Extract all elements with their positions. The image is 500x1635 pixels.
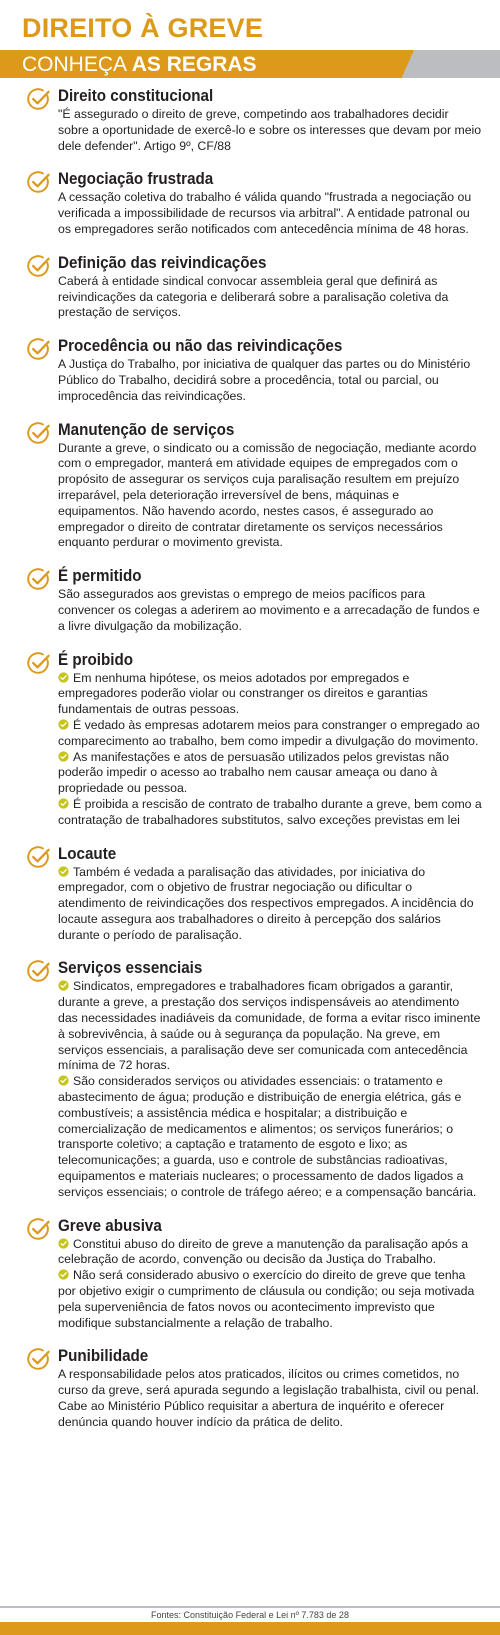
subtitle-bold: AS REGRAS [131,53,257,76]
section-text: Caberá à entidade sindical convocar assembleia geral que definirá as reivindicações da categoria e deliberará sobre a paralisação coletiva da prestação de serviços. [58,273,449,320]
bullet-text: São considerados serviços ou atividades essenciais: o tratamento e abastecimento de água; produção e distribuição de energia elétrica, gás e combustíveis; a assistência médica e hospitalar; a distribuição e comercialização de medicamentos e alimentos; os serviços funerários; o transporte coletivo; a captação e tratamento de esgoto e lixo; as telecomunicações; a guarda, uso e controle de substâncias radioativas, equipamentos e materiais nucleares; o processamento de dados ligados a serviços essenciais; o controle de tráfego aéreo; e a compensação bancária. [58,1074,477,1199]
bullet-item [58,671,482,718]
section-title: Manutenção de serviços [58,420,235,439]
check-dot-icon [58,1075,69,1086]
bullet-text: Constitui abuso do direito de greve a manutenção da paralisação após a celebração de acordo, convenção ou decisão da Justiça do Trabalho. [58,1236,469,1267]
section-title: Direito constitucional [58,87,214,105]
check-dot-icon [58,798,69,809]
section-title: Negociação frustrada [58,170,214,189]
check-circle-icon [26,567,51,592]
bullet-text: Também é vedada a paralisação das atividades, por iniciativa do empregador, com o objetivo de frustrar negociação ou dificultar o atendimento de reivindicações dos respectivos empregados. A incidência do locaute assegura aos trabalhadores o direito à percepção dos salários durante o período de paralisação. [58,864,474,942]
footer-divider [0,1606,500,1608]
bullet-text: Sindicatos, empregadores e trabalhadores ficam obrigados a garantir, durante a greve, a prestação dos serviços indispensáveis ao atendimento das necessidades inadiáveis da comunidade, de forma a evitar risco iminente à sobrevivência, à saúde ou à segurança da população. Na greve, em serviços essenciais, a paralisação deve ser comunicada com antecedência mínima de 72 horas. [58,979,481,1073]
section-text: São assegurados aos grevistas o emprego de meios pacíficos para convencer os colegas a aderirem ao movimento e a arrecadação de fundos e a livre divulgação da mobilização. [58,587,480,633]
bullet-item [58,979,482,1074]
section-title: É permitido [58,567,142,586]
bullet-list [58,979,482,1200]
check-circle-icon [26,651,51,676]
bullet-list [58,865,482,944]
bullet-text: Em nenhuma hipótese, os meios adotados por empregados e empregadores poderão violar ou constranger os direitos e garantias fundamentais de outras pessoas. [58,670,428,717]
check-dot-icon [58,980,69,991]
bullet-text: Não será considerado abusivo o exercício do direito de greve que tenha por objetivo exigir o cumprimento de cláusula ou condição; ou seja motivada pela superveniência de fatos novos ou acontecimento imprevisto que modifique substancialmente a relação de trabalho. [58,1268,475,1330]
bullet-item [58,1074,482,1200]
section-title: Greve abusiva [58,1216,162,1235]
rule-section [0,1216,500,1332]
bullet-list [58,671,482,829]
rule-section [0,958,500,1200]
check-dot-icon [58,866,69,877]
check-circle-icon [26,254,51,279]
check-dot-icon [58,1238,69,1249]
bullet-item [58,797,482,829]
footer-source: Fontes: Constituição Federal e Lei nº 7.783 de 28 [151,1610,349,1620]
rule-section [0,420,500,552]
section-title: Definição das reivindicações [58,253,267,272]
check-circle-icon [26,337,51,362]
check-circle-icon [26,845,51,870]
bullet-item [58,1268,482,1331]
rule-section [0,650,500,829]
check-dot-icon [58,1269,69,1280]
section-title: Punibilidade [58,1347,149,1366]
rule-section [0,844,500,944]
section-title: Serviços essenciais [58,959,203,978]
rules-list [0,86,500,1446]
check-circle-icon [26,1217,51,1242]
section-text: "É assegurado o direito de greve, competindo aos trabalhadores decidir sobre a oportunidade de exercê-lo e sobre os interesses que devam por meio dele defender". Artigo 9º, CF/88 [58,107,482,153]
check-circle-icon [26,959,51,984]
section-text: A Justiça do Trabalho, por iniciativa de qualquer das partes ou do Ministério Público do Trabalho, decidirá sobre a procedência, total ou parcial, ou improcedência das reivindicações. [58,357,471,403]
check-circle-icon [26,170,51,195]
check-circle-icon [26,87,51,112]
check-circle-icon [26,421,51,446]
footer-accent-bar [0,1622,500,1635]
bullet-item [58,1237,482,1269]
check-dot-icon [58,672,69,683]
bullet-text: É vedado às empresas adotarem meios para constranger o empregado ao comparecimento ao trabalho, bem como impedir a divulgação do movimento. [58,717,480,748]
section-text: Durante a greve, o sindicato ou a comissão de negociação, mediante acordo com o empregador, manterá em atividade equipes de empregados com o propósito de assegurar os serviços cuja paralisação resultem em prejuízo irreparável, pela deterioração irreversível de bens, máquinas e equipamentos. Não havendo acordo, nestes casos, é assegurado ao empregador o direito de contratar diretamente os serviços necessários enquanto perdurar o movimento grevista. [58,440,477,550]
section-title: Locaute [58,844,117,863]
rule-section [0,169,500,237]
bullet-item [58,750,482,797]
banner-subtitle [22,50,257,78]
bullet-list [58,1237,482,1332]
check-circle-icon [26,1347,51,1372]
section-text: A cessação coletiva do trabalho é válida quando "frustrada a negociação ou verificada a impossibilidade de recursos via arbitral". A entidade patronal ou os empregadores serão notificados com antecedência mínima de 48 horas. [58,190,472,236]
bullet-text: As manifestações e atos de persuasão utilizados pelos grevistas não poderão impedir o acesso ao trabalho nem causar ameaça ou dano à propriedade ou pessoa. [58,749,449,796]
rule-section [0,1346,500,1430]
rule-section [0,336,500,404]
section-text: A responsabilidade pelos atos praticados, ilícitos ou crimes cometidos, no curso da greve, será apurada segundo a legislação trabalhista, civil ou penal. Cabe ao Ministério Público requisitar a abertura de inquérito e oferecer denúncia quando houver indício da prática de delito. [58,1367,480,1429]
bullet-text: É proibida a rescisão de contrato de trabalho durante a greve, bem como a contratação de trabalhadores substitutos, salvo exceções previstas em lei [58,796,482,827]
rule-section [0,566,500,634]
bullet-item [58,718,482,750]
subtitle-banner [0,50,500,78]
page-title: DIREITO À GREVE [22,13,264,43]
check-dot-icon [58,751,69,762]
section-title: Procedência ou não das reivindicações [58,337,343,356]
subtitle-light: CONHEÇA [22,53,132,76]
check-dot-icon [58,719,69,730]
rule-section [0,253,500,321]
bullet-item [58,865,482,944]
rule-section [0,86,500,154]
section-title: É proibido [58,650,134,669]
